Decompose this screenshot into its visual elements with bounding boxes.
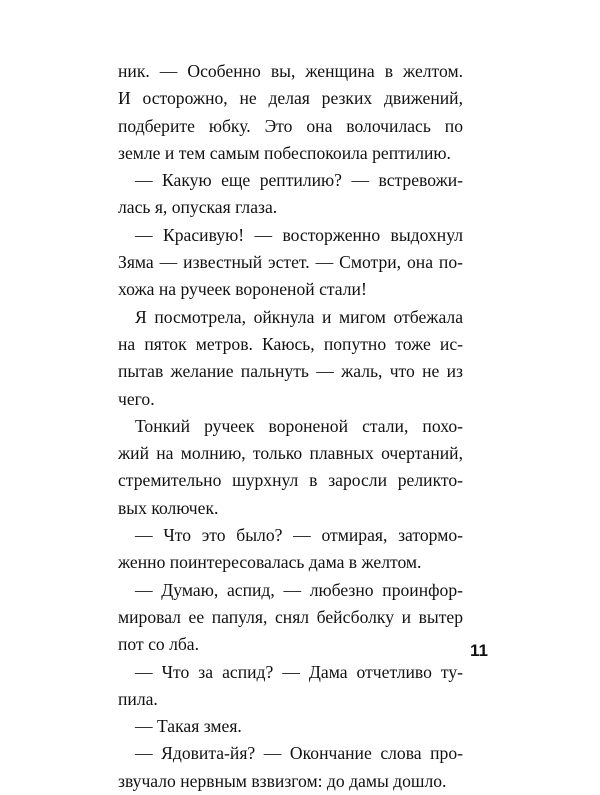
text-line: Я посмотрела, ойкнула и мигом отбежала: [135, 306, 463, 327]
text-line: на пяток метров. Каюсь, попутно тоже ис-: [118, 333, 463, 354]
text-line: Зяма — известный эстет. — Смотри, она по-: [118, 252, 463, 273]
text-line: — Красивую! — восторженно выдохнул: [135, 224, 463, 245]
text-line: звучало нервным взвизгом: до дамы дошло.: [118, 770, 447, 791]
text-line: жий на молнию, только плавных очертаний,: [118, 443, 463, 464]
text-line: — Какую еще рептилию? — встревожи-: [135, 170, 463, 191]
text-line: подберите юбку. Это она волочилась по: [118, 115, 463, 136]
text-line: мировал ее папуля, снял бейсболку и вытер: [118, 606, 463, 627]
text-line: Тонкий ручеек вороненой стали, похо-: [135, 415, 463, 436]
text-line: чего.: [118, 388, 155, 409]
text-line: женно поинтересовалась дама в желтом.: [118, 552, 422, 573]
text-line: пила.: [118, 688, 158, 709]
text-line: ник. — Особенно вы, женщина в желтом.: [118, 61, 463, 81]
text-line: — Что за аспид? — Дама отчетливо ту-: [135, 661, 463, 682]
body-text: [118, 58, 463, 795]
text-line: — Такая змея.: [135, 716, 242, 737]
text-line: И осторожно, не делая резких движений,: [118, 88, 463, 109]
text-line: лась я, опуская глаза.: [118, 197, 278, 218]
text-line: земле и тем самым побеспокоила рептилию.: [118, 142, 451, 163]
text-line: пытав желание пальнуть — жаль, что не из: [118, 361, 463, 382]
text-line: хожа на ручеек вороненой стали!: [118, 279, 367, 300]
text-line: — Думаю, аспид, — любезно проинфор-: [135, 579, 463, 600]
page-number: 11: [470, 641, 488, 660]
text-line: пот со лба.: [118, 634, 200, 655]
text-line: вых колючек.: [118, 497, 219, 518]
text-line: — Что это было? — отмирая, затормо-: [135, 525, 463, 546]
text-line: стремительно шурхнул в заросли реликто-: [118, 470, 463, 491]
text-line: — Ядовита-йя? — Окончание слова про-: [135, 743, 463, 764]
